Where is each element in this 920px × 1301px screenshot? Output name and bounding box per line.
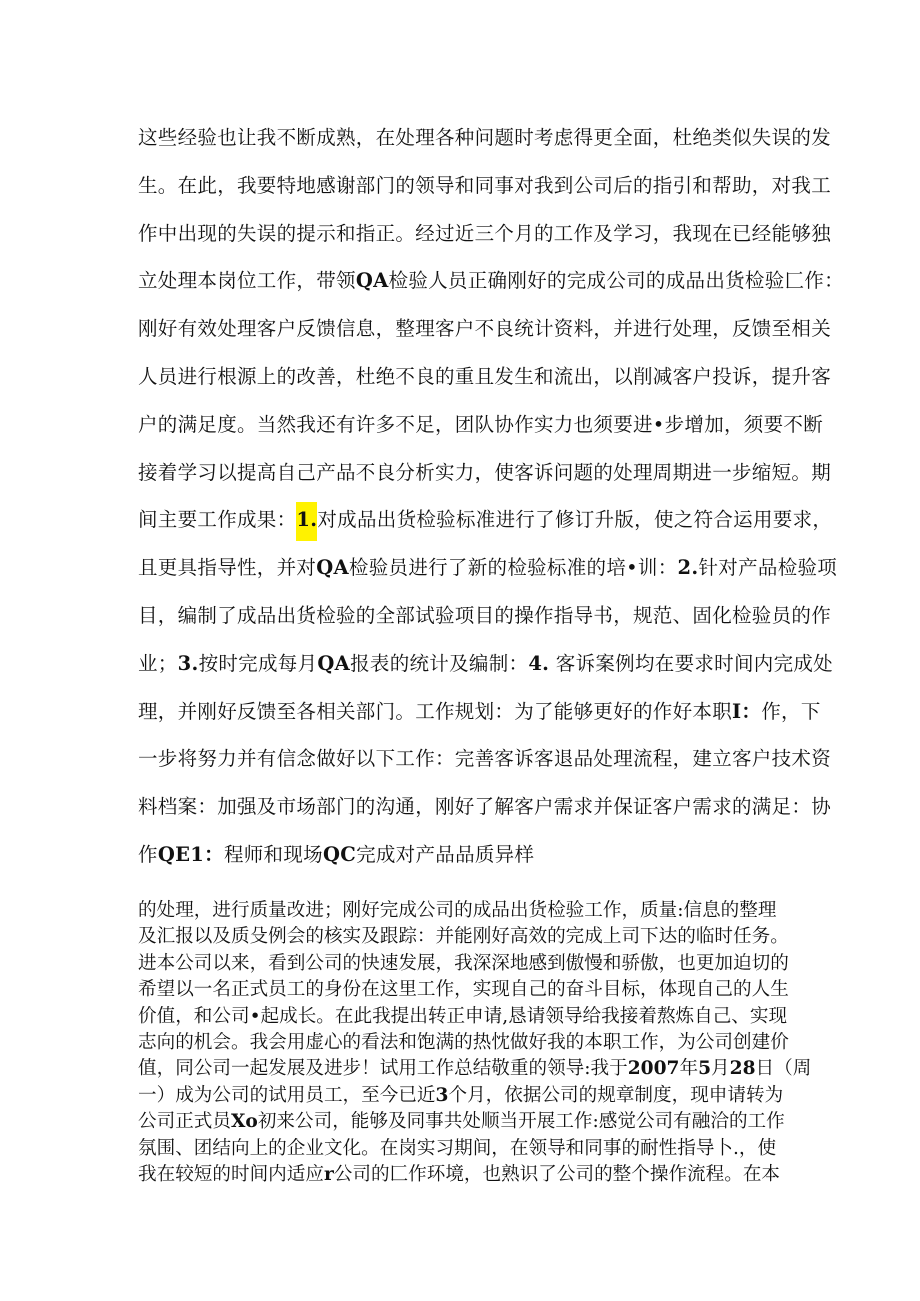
text-line: 料档案：加强及市场部门的沟通，刚好了解客户需求并保证客户需求的满足：协 [138, 795, 832, 819]
paragraph-upper [138, 114, 844, 879]
text-line: 值，同公司一起发展及进步！试用工作总结敬重的领导:我于2007年5月28日（周 [138, 1058, 812, 1080]
text-line: 及汇报以及质殳例会的核实及跟踪：并能刚好高效的完成上司下达的临时任务。 [138, 926, 789, 948]
text-line: 一）成为公司的试用员工，至今已近3个月，依据公司的规章制度，现申请转为 [138, 1084, 784, 1106]
text-line: 生。在此，我要特地感谢部门的领导和同事对我到公司后的指引和帮助，对我工 [138, 173, 832, 197]
text-line: 公司正式员Xo初来公司，能够及同事共处顺当开展工作:感觉公司有融洽的工作 [138, 1111, 785, 1133]
text-line: 接着学习以提高自己产品不良分析实力，使客诉问题的处理周期进一步缩短。期 [138, 460, 832, 484]
text-line: 理，并刚好反馈至各相关部门。工作规划：为了能够更好的作好本职I：作，下 [138, 699, 821, 723]
text-line: 的处理，进行质量改进；刚好完成公司的成品出货检验工作，质量:信息的整理 [138, 900, 777, 921]
text-line: 这些经验也让我不断成熟，在处理各种问题时考虑得更全面，杜绝类似失误的发 [138, 126, 832, 149]
text-line: 刚好有效处理客户反馈信息，整理客户不良统计资料，并进行处理，反馈至相关 [138, 317, 832, 341]
text-line: 氛围、团结向上的企业文化。在岗实习期间，在领导和同事的耐性指导卜.，使 [138, 1137, 777, 1159]
paragraph-lower [138, 898, 812, 1188]
text-line: 目，编制了成品出货检验的全部试验项目的操作指导书，规范、固化检验员的作 [138, 603, 832, 627]
text-line: 作QE1：程师和现场QC完成对产品品质异样 [138, 842, 535, 866]
text-line: 业；3.按时完成每月QA报表的统计及编制：4. 客诉案例均在要求时间内完成处 [138, 651, 833, 675]
text-line: 我在较短的时间内适应r公司的匚作环境，也熟识了公司的整个操作流程。在本 [138, 1164, 781, 1186]
text-line: 一步将努力并有信念做好以下工作：完善客诉客退品处理流程，建立客户技术资 [138, 747, 832, 771]
text-line: 且更具指导性，并对QA检验员进行了新的检验标准的培•训：2.针对产品检验项 [138, 556, 838, 580]
text-line: 人员进行根源上的改善，杜绝不良的重且发生和流出，以削减客户投诉，提升客 [138, 364, 832, 388]
text-line: 志向的机会。我会用虚心的看法和饱满的热忱做好我的本职工作，为公司创建价 [138, 1032, 789, 1054]
text-line: 价值，和公司•起成长。在此我提出转正申请,恳请领导给我接着熬炼自己、实现 [138, 1005, 788, 1027]
text-line: 进本公司以来，看到公司的快速发展，我深深地感到傲慢和骄傲，也更加迫切的 [138, 952, 789, 974]
text-line: 立处理本岗位工作，带领QA检验人员正确刚好的完成公司的成品出货检验匚作： [138, 269, 844, 293]
text-line: 间主要工作成果：1.对成品出货检验标准进行了修订升版，使之符合运用要求， [138, 496, 788, 544]
text-line: 户的满足度。当然我还有许多不足，团队协作实力也须要进•步增加，须要不断 [138, 412, 824, 436]
highlighted-number: 1. [296, 502, 317, 541]
text-line: 希望以一名正式员工的身份在这里工作，实现自己的奋斗目标，体现自己的人生 [138, 979, 789, 1001]
text-line: 作中出现的失误的提示和指正。经过近三个月的工作及学习，我现在已经能够独 [138, 221, 832, 245]
